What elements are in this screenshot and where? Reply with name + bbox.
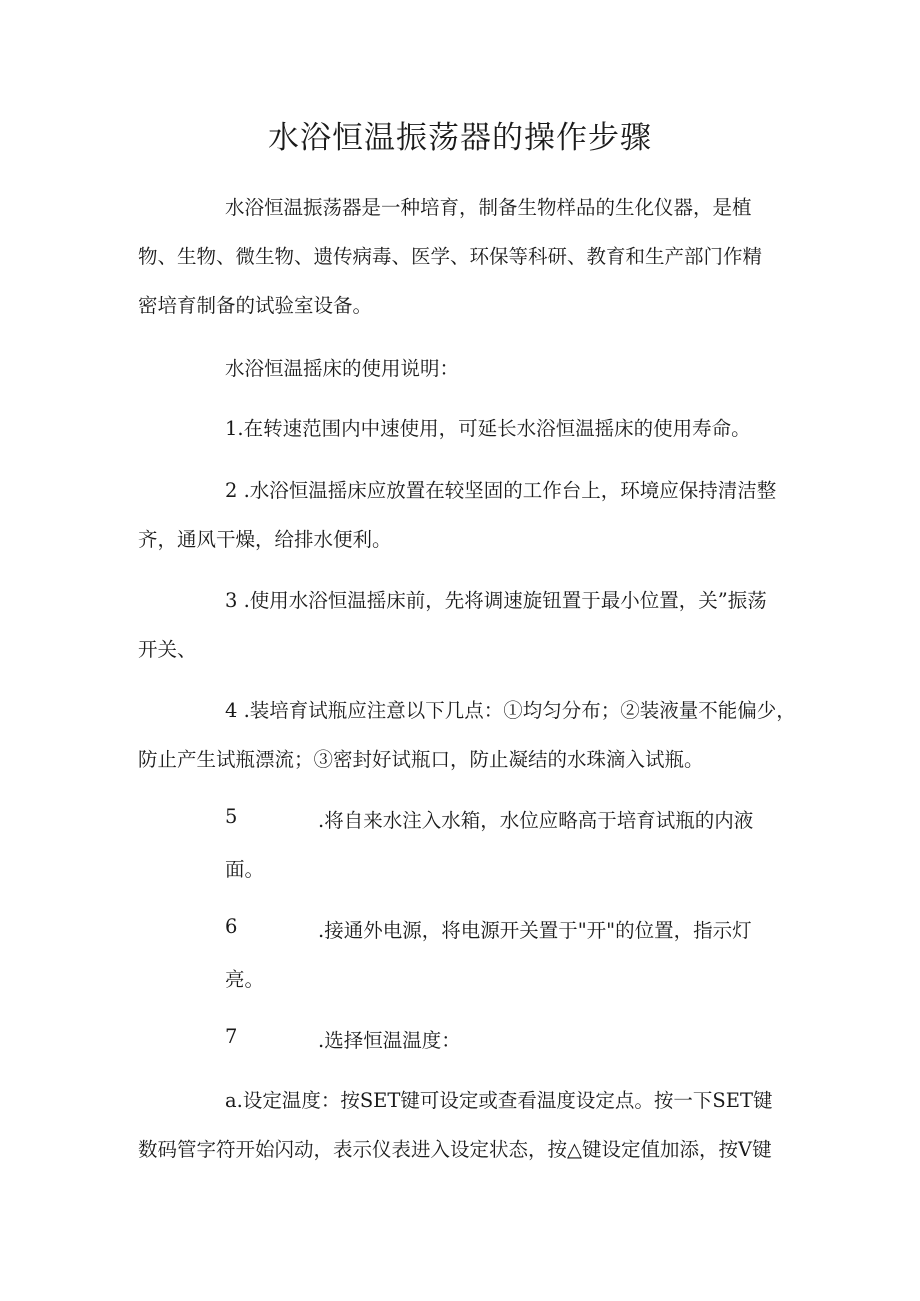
step-4-line-1: 4 .装培育试瓶应注意以下几点：①均匀分布；②装液量不能偏少， (225, 699, 796, 722)
step-7a-line-1: a.设定温度：按SET键可设定或查看温度设定点。按一下SET键 (225, 1089, 773, 1112)
step-7-number: 7 (225, 1025, 238, 1048)
intro-line-3: 密培育制备的试验室设备。 (138, 294, 373, 317)
step-3-line-1: 3 .使用水浴恒温摇床前，先将调速旋钮置于最小位置，关”振荡 (225, 589, 767, 612)
step-4-line-2: 防止产生试瓶漂流；③密封好试瓶口，防止凝结的水珠滴入试瓶。 (138, 748, 704, 771)
step-5-number: 5 (225, 805, 238, 828)
step-7-line-1: .选择恒温温度： (318, 1029, 461, 1052)
page-title: 水浴恒温振荡器的操作步骤 (268, 120, 652, 156)
step-5-line-1: .将自来水注入水箱，水位应略高于培育试瓶的内液 (318, 809, 754, 832)
step-3-line-2: 开关、 (138, 638, 197, 661)
step-6-number: 6 (225, 915, 238, 938)
intro-line-2: 物、生物、微生物、遗传病毒、医学、环保等科研、教育和生产部门作精 (138, 245, 763, 268)
step-2-line-1: 2 .水浴恒温摇床应放置在较坚固的工作台上，环境应保持清洁整 (225, 479, 777, 502)
step-7a-line-2: 数码管字符开始闪动，表示仪表进入设定状态，按△键设定值加添，按V键 (138, 1138, 772, 1161)
intro-line-1: 水浴恒温振荡器是一种培育，制备生物样品的生化仪器，是植 (225, 196, 752, 219)
step-2-line-2: 齐，通风干燥，给排水便利。 (138, 528, 392, 551)
usage-heading: 水浴恒温摇床的使用说明： (225, 357, 460, 380)
step-1: 1.在转速范围内中速使用，可延长水浴恒温摇床的使用寿命。 (225, 417, 751, 440)
step-6-line-1: .接通外电源，将电源开关置于"开"的位置，指示灯 (318, 919, 752, 942)
step-6-line-2: 亮。 (225, 968, 265, 991)
step-5-line-2: 面。 (225, 858, 265, 881)
